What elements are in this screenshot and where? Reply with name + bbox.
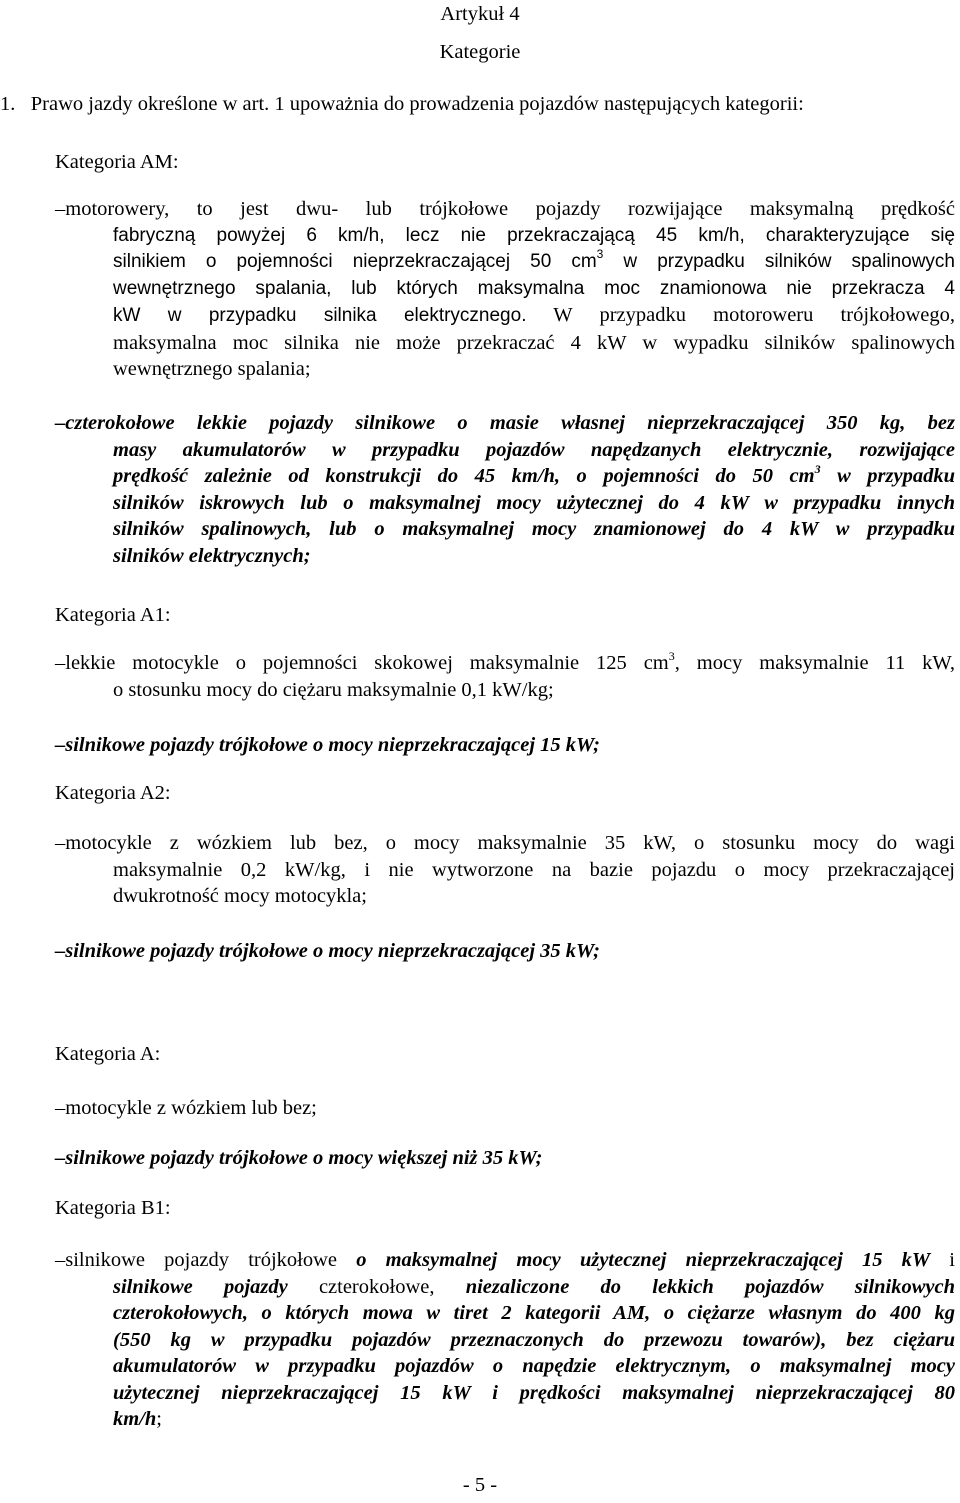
text-line: km/h; — [113, 1408, 162, 1430]
text-line: fabryczną powyżej 6 km/h, lecz nie przekraczającą 45 km/h, charakteryzujące się — [113, 224, 955, 246]
category-b1-item-1 — [55, 1247, 955, 1433]
text-line: –motocykle z wózkiem lub bez, o mocy maksymalnie 35 kW, o stosunku mocy do wagi — [55, 832, 955, 854]
text-line: o stosunku mocy do ciężaru maksymalnie 0,1 kW/kg; — [113, 678, 554, 701]
text-line: silników elektrycznych; — [113, 544, 311, 567]
article-heading: Artykuł 4 — [440, 3, 520, 25]
category-am-item-2 — [55, 410, 955, 569]
page-number: - 5 - — [462, 1474, 498, 1496]
text-line: użytecznej nieprzekraczającej 15 kW i prędkości maksymalnej nieprzekraczającej 80 — [113, 1381, 955, 1404]
category-b1-title: Kategoria B1: — [55, 1197, 171, 1219]
text-line: –silnikowe pojazdy trójkołowe o mocy nieprzekraczającej 15 kW; — [55, 734, 600, 756]
category-a1-item-2 — [55, 732, 955, 759]
text-line: kW w przypadku silnika elektrycznego. W przypadku motoroweru trójkołowego, — [113, 304, 955, 326]
text-line: –czterokołowe lekkie pojazdy silnikowe o masie własnej nieprzekraczającej 350 kg, bez — [55, 412, 955, 434]
category-am-item-1 — [55, 196, 955, 383]
category-a2-item-1 — [55, 830, 955, 910]
category-a-title: Kategoria A: — [55, 1043, 161, 1065]
text-line: silników spalinowych, lub o maksymalnej mocy znamionowej do 4 kW w przypadku — [113, 518, 955, 540]
text-line: –motorowery, to jest dwu- lub trójkołowe pojazdy rozwijające maksymalną prędkość — [55, 198, 955, 220]
category-am-title: Kategoria AM: — [55, 151, 179, 173]
text-line: dwukrotność mocy motocykla; — [113, 885, 367, 907]
text-line: silnikowe pojazdy czterokołowe, niezaliczone do lekkich pojazdów silnikowych — [113, 1275, 956, 1298]
text-line: –silnikowe pojazdy trójkołowe o maksymalnej mocy użytecznej nieprzekraczającej 15 kW i — [55, 1249, 955, 1271]
text-line: prędkość zależnie od konstrukcji do 45 km/h, o pojemności do 50 $cm^3$ w przypadku — [113, 462, 955, 487]
category-a2-title: Kategoria A2: — [55, 782, 171, 804]
text-line: maksymalna moc silnika nie może przekraczać 4 kW w wypadku silników spalinowych — [113, 331, 955, 354]
text-line: czterokołowych, o których mowa w tiret 2 kategorii AM, o ciężarze własnym do 400 kg — [113, 1302, 955, 1324]
category-a-item-2 — [55, 1145, 955, 1172]
text-line: wewnętrznego spalania, lub których maksymalna moc znamionowa nie przekracza 4 — [113, 277, 955, 299]
category-a1-item-1 — [55, 650, 955, 703]
category-a-item-1 — [55, 1095, 955, 1122]
text-line: (550 kg w przypadku pojazdów przeznaczonych do przewozu towarów), bez ciężaru — [113, 1328, 955, 1351]
text-line: maksymalnie 0,2 kW/kg, i nie wytworzone na bazie pojazdu o mocy przekraczającej — [113, 858, 955, 881]
text-line: silników iskrowych lub o maksymalnej mocy użytecznej do 4 kW w przypadku innych — [113, 491, 955, 514]
category-a2-item-2 — [55, 938, 955, 965]
text-line: –motocykle z wózkiem lub bez; — [55, 1097, 317, 1119]
text-line: akumulatorów w przypadku pojazdów o napędzie elektrycznym, o maksymalnej mocy — [113, 1355, 955, 1377]
section-heading: Kategorie — [439, 41, 521, 63]
text-line: –silnikowe pojazdy trójkołowe o mocy nieprzekraczającej 35 kW; — [55, 940, 600, 962]
category-a1-title: Kategoria A1: — [55, 604, 171, 626]
text-line: masy akumulatorów w przypadku pojazdów napędzanych elektrycznie, rozwijające — [113, 438, 955, 461]
text-line: –silnikowe pojazdy trójkołowe o mocy większej niż 35 kW; — [55, 1147, 543, 1169]
text-line: –lekkie motocykle o pojemności skokowej maksymalnie 125 $cm^3$, mocy maksymalnie 11 kW, — [55, 649, 955, 674]
text-line: wewnętrznego spalania; — [113, 358, 311, 380]
text-line: silnikiem o pojemności nieprzekraczającej 50 $cm^3$ w przypadku silników spalinowych — [113, 247, 955, 272]
intro-paragraph: 1. Prawo jazdy określone w art. 1 upoważnia do prowadzenia pojazdów następujących kategorii: — [0, 93, 804, 115]
